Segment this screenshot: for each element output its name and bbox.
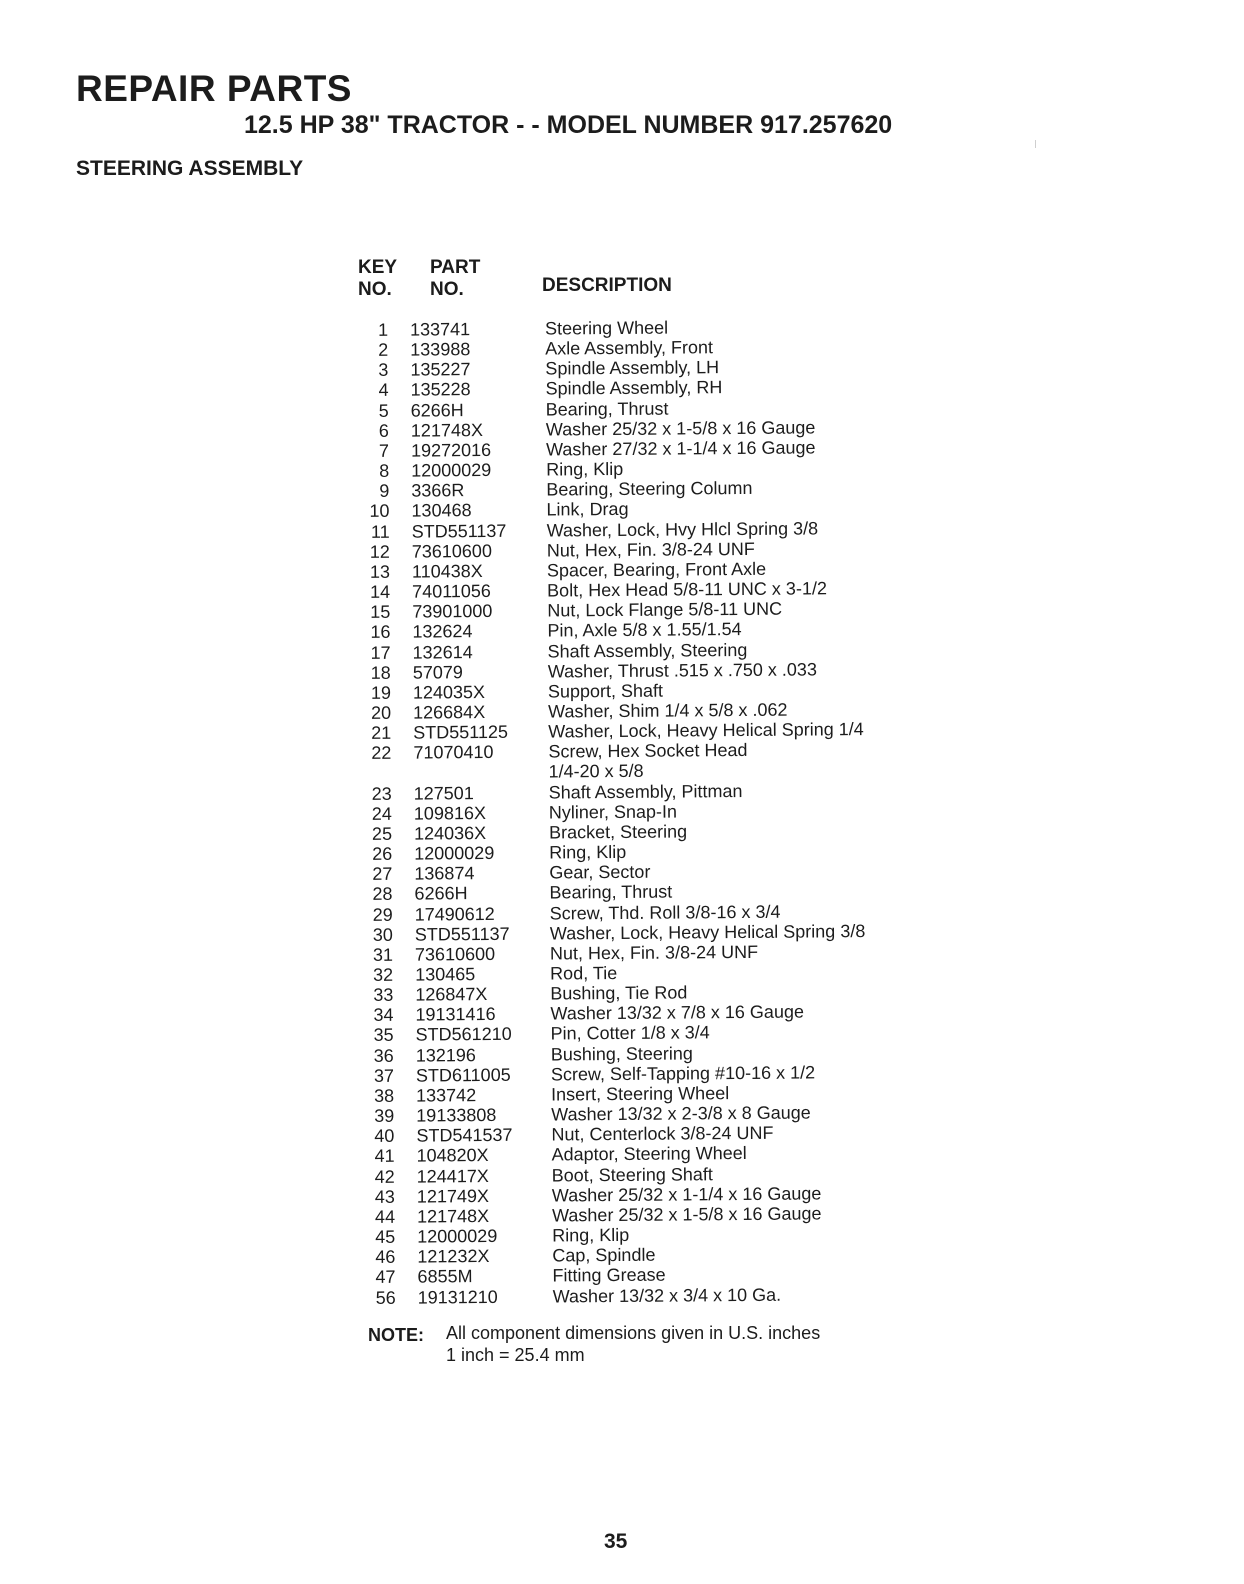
description-cell: Ring, Klip (552, 1224, 630, 1246)
key-no-cell: 14 (370, 581, 391, 602)
key-no-cell: 46 (375, 1246, 396, 1268)
description-cell: Bearing, Steering Column (546, 478, 753, 500)
parts-table-body (360, 316, 928, 1308)
key-no-cell (363, 763, 391, 783)
key-no-cell: 40 (374, 1126, 395, 1147)
description-cell: Ring, Klip (549, 841, 627, 863)
description-cell: Ring, Klip (546, 459, 624, 480)
key-no-cell: 4 (378, 380, 389, 401)
description-cell: 1/4-20 x 5/8 (548, 761, 644, 782)
key-no-cell: 42 (374, 1166, 395, 1187)
part-no-cell: 126684X (413, 701, 486, 723)
key-no-cell: 6 (378, 420, 389, 441)
part-no-cell: 121749X (416, 1185, 490, 1207)
part-no-cell: 19131416 (415, 1004, 496, 1025)
key-no-cell: 34 (373, 1005, 394, 1026)
part-no-cell: 133741 (409, 319, 471, 340)
description-cell: Washer 25/32 x 1-5/8 x 16 Gauge (551, 1203, 822, 1226)
description-cell: Screw, Self-Tapping #10-16 x 1/2 (550, 1062, 816, 1085)
description-cell: Bushing, Tie Rod (550, 982, 688, 1004)
description-cell: Bearing, Thrust (549, 881, 673, 903)
key-no-cell: 17 (370, 642, 391, 663)
part-no-cell: 133742 (416, 1085, 477, 1106)
description-cell: Pin, Axle 5/8 x 1.55/1.54 (547, 619, 742, 641)
part-no-cell: 130468 (411, 500, 472, 522)
part-no-cell: 73610600 (414, 943, 496, 965)
part-no-cell: 12000029 (414, 843, 495, 864)
key-no-cell: 47 (375, 1267, 396, 1288)
description-cell: Washer 25/32 x 1-1/4 x 16 Gauge (551, 1183, 822, 1206)
description-cell: Washer 27/32 x 1-1/4 x 16 Gauge (545, 437, 816, 460)
key-no-cell: 30 (372, 924, 393, 945)
part-no-cell: STD541537 (416, 1125, 513, 1146)
key-no-cell: 39 (374, 1105, 395, 1127)
key-no-cell: 24 (371, 803, 392, 824)
description-cell: Adaptor, Steering Wheel (551, 1143, 747, 1165)
description-cell: Bolt, Hex Head 5/8-11 UNC x 3-1/2 (547, 578, 827, 601)
key-no-cell: 44 (374, 1206, 396, 1227)
part-no-cell: 127501 (413, 782, 474, 804)
key-no-cell: 26 (372, 843, 393, 864)
part-no-cell: 6266H (410, 399, 464, 421)
description-cell: Bushing, Steering (550, 1043, 693, 1065)
part-no-cell: 135228 (410, 379, 471, 401)
part-no-cell: STD551125 (413, 721, 509, 743)
key-no-cell: 32 (373, 964, 394, 985)
description-cell: Shaft Assembly, Steering (547, 639, 748, 662)
part-no-cell: 6855M (417, 1266, 473, 1287)
part-no-cell: 135227 (410, 359, 471, 380)
page-number: 35 (604, 1530, 628, 1553)
section-title: STEERING ASSEMBLY (76, 157, 304, 180)
key-no-cell: 37 (373, 1065, 395, 1086)
part-no-cell: 136874 (414, 863, 475, 884)
description-cell: Washer 13/32 x 7/8 x 16 Gauge (550, 1001, 805, 1024)
part-no-cell: 71070410 (413, 742, 494, 763)
key-no-cell: 45 (375, 1226, 396, 1247)
model-title: 12.5 HP 38" TRACTOR - - MODEL NUMBER 917.257620 (244, 111, 893, 139)
part-no-cell: 74011056 (412, 581, 491, 602)
key-no-cell: 9 (379, 481, 390, 502)
key-no-cell: 3 (378, 360, 389, 381)
part-no-cell: 121748X (416, 1205, 490, 1227)
description-cell: Pin, Cotter 1/8 x 3/4 (550, 1022, 710, 1044)
description-cell: Washer, Shim 1/4 x 5/8 x .062 (548, 699, 788, 722)
description-cell: Gear, Sector (549, 861, 651, 883)
key-no-cell: 35 (373, 1025, 394, 1046)
description-cell: Bracket, Steering (548, 821, 688, 843)
description-cell: Nut, Hex, Fin. 3/8-24 UNF (549, 941, 759, 964)
page-title: REPAIR PARTS (76, 68, 352, 109)
parts-table (360, 316, 928, 1308)
key-no-cell: 15 (370, 601, 391, 623)
description-cell: Spindle Assembly, LH (545, 357, 720, 379)
description-cell: Cap, Spindle (552, 1244, 656, 1266)
key-no-cell: 11 (370, 521, 390, 542)
part-no-cell: 12000029 (411, 460, 492, 481)
part-no-cell: 121748X (410, 419, 484, 441)
key-no-cell: 31 (372, 944, 394, 965)
part-no-cell: 19131210 (417, 1286, 498, 1308)
description-cell: Boot, Steering Shaft (551, 1163, 713, 1186)
key-no-cell: 1 (377, 319, 389, 340)
description-cell: Insert, Steering Wheel (551, 1083, 730, 1105)
key-no-cell: 18 (370, 662, 391, 683)
description-cell: Spindle Assembly, RH (545, 377, 723, 400)
key-no-cell: 56 (375, 1287, 396, 1308)
description-header: DESCRIPTION (542, 275, 672, 296)
part-header-line2: NO. (430, 279, 464, 300)
part-no-cell: 3366R (411, 480, 465, 501)
description-cell: Support, Shaft (547, 680, 664, 702)
description-cell: Steering Wheel (544, 317, 669, 339)
key-no-cell: 12 (369, 541, 390, 562)
key-no-cell: 22 (371, 743, 392, 764)
key-no-cell: 41 (374, 1146, 395, 1167)
part-no-cell: 121232X (417, 1246, 490, 1267)
description-cell: Washer 25/32 x 1-5/8 x 16 Gauge (545, 417, 816, 440)
key-no-cell: 8 (379, 460, 390, 481)
description-cell: Washer 13/32 x 2-3/8 x 8 Gauge (551, 1102, 811, 1125)
description-cell: Spacer, Bearing, Front Axle (546, 558, 767, 581)
description-cell: Fitting Grease (552, 1264, 666, 1286)
part-no-cell: 132196 (415, 1044, 476, 1066)
description-cell: Nut, Hex, Fin. 3/8-24 UNF (546, 538, 755, 561)
key-no-cell: 10 (369, 501, 390, 522)
key-no-cell: 28 (372, 884, 393, 905)
key-no-cell: 21 (371, 722, 392, 744)
part-no-cell: 126847X (415, 984, 488, 1005)
key-no-cell: 36 (373, 1045, 394, 1066)
description-cell: Washer, Lock, Hvy Hlcl Spring 3/8 (546, 517, 819, 541)
part-no-cell: STD551137 (411, 520, 507, 542)
key-header-line1: KEY (358, 257, 398, 278)
key-no-cell: 25 (371, 823, 393, 844)
part-header-line1: PART (430, 257, 481, 278)
part-no-cell: 124035X (412, 681, 486, 703)
note-line-1: All component dimensions given in U.S. inches (446, 1323, 821, 1343)
description-cell: Washer, Lock, Heavy Helical Spring 1/4 (548, 719, 864, 742)
part-no-cell: 110438X (411, 560, 483, 582)
part-no-cell: STD561210 (415, 1024, 512, 1046)
description-cell: Washer, Lock, Heavy Helical Spring 3/8 (549, 920, 866, 944)
part-no-cell: STD611005 (415, 1064, 511, 1086)
key-no-cell: 33 (373, 984, 394, 1006)
description-cell: Link, Drag (546, 499, 629, 520)
part-no-cell: 132614 (412, 641, 473, 663)
key-no-cell: 38 (373, 1085, 395, 1106)
part-no-cell: 57079 (412, 661, 463, 683)
part-no-cell: 19272016 (410, 439, 492, 461)
key-no-cell: 23 (371, 783, 392, 804)
key-header-line2: NO. (358, 279, 392, 300)
key-no-cell: 7 (378, 440, 390, 461)
description-cell: Nut, Centerlock 3/8-24 UNF (551, 1123, 774, 1145)
description-cell: Nyliner, Snap-In (548, 801, 678, 823)
part-no-cell (391, 762, 548, 783)
description-cell: Nut, Lock Flange 5/8-11 UNC (547, 598, 783, 621)
part-no-cell: 124036X (413, 822, 487, 844)
key-no-cell: 16 (370, 622, 391, 643)
key-no-cell: 29 (372, 904, 393, 925)
part-no-cell: 104820X (416, 1145, 489, 1166)
key-no-cell: 2 (378, 339, 389, 361)
description-cell: Rod, Tie (550, 963, 618, 984)
part-no-cell: 19133808 (416, 1105, 497, 1126)
part-no-cell: 17490612 (414, 903, 495, 925)
note-line-2: 1 inch = 25.4 mm (446, 1345, 585, 1365)
part-no-cell: 73901000 (412, 601, 493, 622)
part-no-cell: STD551137 (414, 923, 510, 945)
description-cell: Screw, Hex Socket Head (548, 740, 748, 762)
part-no-cell: 133988 (410, 339, 471, 360)
description-cell: Washer 13/32 x 3/4 x 10 Ga. (552, 1284, 782, 1307)
part-no-cell: 132624 (412, 621, 473, 642)
part-no-cell: 6266H (414, 883, 468, 904)
note-label: NOTE: (368, 1325, 424, 1345)
description-cell: Washer, Thrust .515 x .750 x .033 (547, 659, 817, 682)
description-cell: Screw, Thd. Roll 3/8-16 x 3/4 (549, 901, 781, 924)
part-no-cell: 109816X (413, 802, 487, 824)
key-no-cell: 27 (372, 863, 393, 885)
key-no-cell: 13 (369, 561, 391, 582)
scan-mark (1035, 140, 1036, 148)
key-no-cell: 20 (370, 702, 392, 723)
part-no-cell: 12000029 (417, 1225, 498, 1247)
key-no-cell: 19 (370, 682, 392, 703)
part-no-cell: 130465 (415, 964, 476, 985)
description-cell: Shaft Assembly, Pittman (548, 780, 743, 803)
key-no-cell: 43 (374, 1186, 395, 1207)
description-cell: Axle Assembly, Front (545, 337, 714, 359)
description-cell: Bearing, Thrust (545, 398, 669, 420)
key-no-cell: 5 (378, 400, 389, 421)
part-no-cell: 124417X (416, 1165, 489, 1187)
table-row (368, 1283, 928, 1308)
part-no-cell: 73610600 (411, 540, 492, 562)
